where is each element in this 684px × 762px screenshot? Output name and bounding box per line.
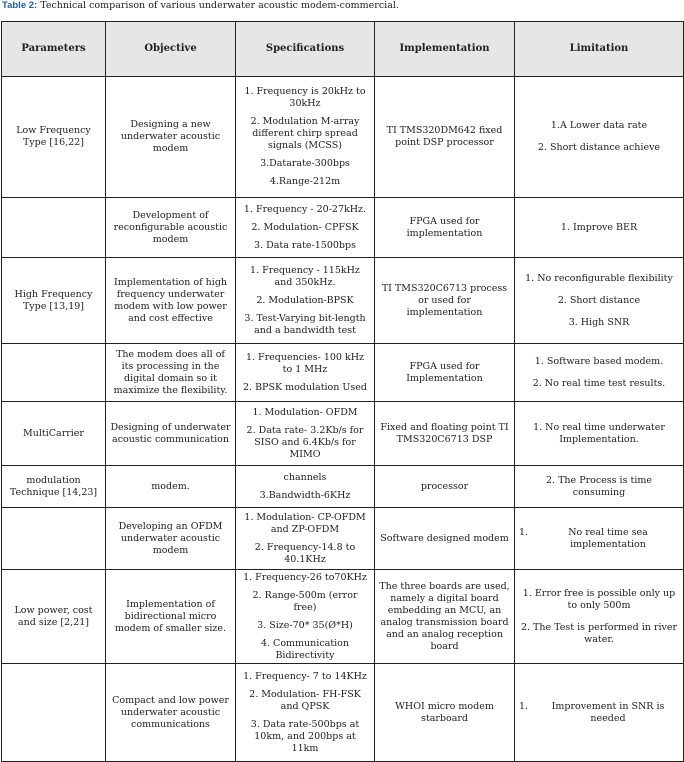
limitation-item: 2. Short distance [557, 294, 641, 306]
header-objective: Objective [106, 22, 236, 77]
specifications-cell [236, 198, 375, 258]
limitation-item: 1. Improve BER [560, 221, 638, 233]
specifications-cell [236, 344, 375, 402]
table-row [2, 344, 684, 402]
spec-item: 3. Data rate-500bps at 10km, and 200bps at 11km [250, 718, 360, 754]
table-row [2, 466, 684, 508]
table-caption [2, 0, 399, 12]
specifications-cell [236, 664, 375, 762]
limitation-cell [515, 77, 684, 198]
spec-item: 2. Range-500m (error free) [252, 589, 358, 613]
spec-item: 2. Modulation-BPSK [256, 294, 354, 306]
objective-cell: Implementation of bidirectional micro modem of smaller size. [106, 570, 236, 664]
caption-label: Table 2: [2, 0, 38, 11]
spec-item: 1. Frequency- 7 to 14KHz [243, 670, 367, 682]
parameter-cell: modulation Technique [14,23] [2, 466, 106, 508]
spec-item: 1. Modulation- OFDM [252, 406, 358, 418]
spec-item: channels [283, 471, 327, 483]
table-row [2, 77, 684, 198]
parameter-cell [2, 198, 106, 258]
parameter-cell: High Frequency Type [13,19] [2, 258, 106, 344]
spec-item: 4.Range-212m [269, 176, 341, 187]
table-row [2, 402, 684, 466]
limitation-cell [515, 402, 684, 466]
specifications-cell [236, 402, 375, 466]
implementation-cell: The three boards are used, namely a digital board embedding an MCU, an analog transmission board and an analog reception board [375, 570, 515, 664]
objective-cell: Compact and low power underwater acoustic communications [106, 664, 236, 762]
spec-item: 4. Communication Bidirectivity [260, 637, 350, 661]
spec-item: 2. BPSK modulation Used [242, 381, 367, 393]
header-limitation: Limitation [515, 22, 684, 77]
header-implementation: Implementation [375, 22, 515, 77]
table-row [2, 570, 684, 664]
objective-cell: Implementation of high frequency underwater modem with low power and cost effective [106, 258, 236, 344]
implementation-cell: processor [375, 466, 515, 508]
comparison-table [1, 21, 684, 762]
specifications-cell [236, 570, 375, 664]
implementation-cell: TI TMS320C6713 process or used for implementation [375, 258, 515, 344]
parameter-cell: Low power, cost and size [2,21] [2, 570, 106, 664]
spec-item: 3. Size-70* 35(Ø*H) [257, 619, 353, 631]
implementation-cell: Fixed and floating point TI TMS320C6713 DSP [375, 402, 515, 466]
limitation-text: No real time sea implementation [568, 526, 648, 550]
spec-item: 3.Bandwidth-6KHz [259, 489, 351, 501]
limitation-cell [515, 258, 684, 344]
spec-item: 1. Frequency-26 to70KHz [243, 571, 367, 583]
table-row [2, 508, 684, 570]
spec-item: 1. Frequency is 20kHz to 30kHz [244, 86, 366, 109]
limitation-item: 2. No real time test results. [532, 377, 666, 389]
spec-item: 3. Data rate-1500bps [254, 239, 356, 251]
spec-item: 2. Frequency-14.8 to 40.1KHz [254, 541, 356, 565]
limitation-cell [515, 570, 684, 664]
spec-item: 2. Data rate- 3.2Kb/s for SISO and 6.4Kb/s for MIMO [246, 424, 364, 460]
parameter-cell: MultiCarrier [2, 402, 106, 466]
limitation-item: 2. The Test is performed in river water. [520, 621, 678, 645]
objective-cell: Designing a new underwater acoustic modem [106, 77, 236, 198]
specifications-cell [236, 508, 375, 570]
spec-item: 2. Modulation- CPFSK [251, 221, 359, 233]
parameter-cell [2, 344, 106, 402]
header-specifications: Specifications [236, 22, 375, 77]
implementation-cell: FPGA used for Implementation [375, 344, 515, 402]
implementation-cell: FPGA used for implementation [375, 198, 515, 258]
limitation-cell [515, 664, 684, 762]
limitation-item [519, 701, 679, 725]
parameter-cell: Low Frequency Type [16,22] [2, 77, 106, 198]
limitation-item: 3. High SNR [568, 316, 630, 328]
header-parameters: Parameters [2, 22, 106, 77]
spec-item: 1. Frequency - 115kHz and 350kHz. [250, 264, 360, 288]
limitation-item: 2. Short distance achieve [537, 142, 661, 153]
limitation-item: 2. The Process is time consuming [546, 474, 652, 498]
parameter-cell [2, 664, 106, 762]
limitation-item: 1. No real time underwater Implementation. [533, 421, 665, 445]
spec-item: 3. Test-Varying bit-length and a bandwidth test [244, 312, 366, 336]
parameter-cell [2, 508, 106, 570]
objective-cell: Designing of underwater acoustic communication [106, 402, 236, 466]
limitation-item: 1.A Lower data rate [550, 120, 648, 131]
table-row [2, 258, 684, 344]
spec-item: 1. Frequency - 20-27kHz. [243, 203, 367, 215]
objective-cell: Developing an OFDM underwater acoustic modem [106, 508, 236, 570]
objective-cell: The modem does all of its processing in the digital domain so it maximize the flexibility. [106, 344, 236, 402]
caption-text: Technical comparison of various underwater acoustic modem-commercial. [40, 0, 399, 11]
spec-item: 3.Datarate-300bps [260, 158, 350, 169]
limitation-item [519, 527, 679, 551]
limitation-item: 1. Error free is possible only up to only 500m [522, 587, 676, 611]
implementation-cell: Software designed modem [375, 508, 515, 570]
limitation-item: 1. Software based modem. [534, 355, 664, 367]
specifications-cell [236, 258, 375, 344]
table-row [2, 198, 684, 258]
spec-item: 1. Modulation- CP-OFDM and ZP-OFDM [244, 511, 366, 535]
limitation-cell [515, 198, 684, 258]
header-row [2, 22, 684, 77]
spec-item: 2. Modulation- FH-FSK and QPSK [249, 688, 361, 712]
implementation-cell: WHOI micro modem starboard [375, 664, 515, 762]
implementation-cell: TI TMS320DM642 fixed point DSP processor [375, 77, 515, 198]
spec-item: 2. Modulation M-array different chirp spread signals (MCSS) [250, 116, 360, 151]
limitation-cell [515, 466, 684, 508]
limitation-cell [515, 508, 684, 570]
spec-item: 1. Frequencies- 100 kHz to 1 MHz [245, 351, 365, 375]
specifications-cell [236, 466, 375, 508]
specifications-cell [236, 77, 375, 198]
limitation-number: 1. [519, 700, 529, 712]
objective-cell: modem. [106, 466, 236, 508]
table-row [2, 664, 684, 762]
limitation-text: Improvement in SNR is needed [551, 700, 665, 724]
limitation-item: 1. No reconfigurable flexibility [525, 272, 673, 284]
objective-cell: Development of reconfigurable acoustic modem [106, 198, 236, 258]
limitation-cell [515, 344, 684, 402]
limitation-number: 1. [519, 526, 529, 538]
